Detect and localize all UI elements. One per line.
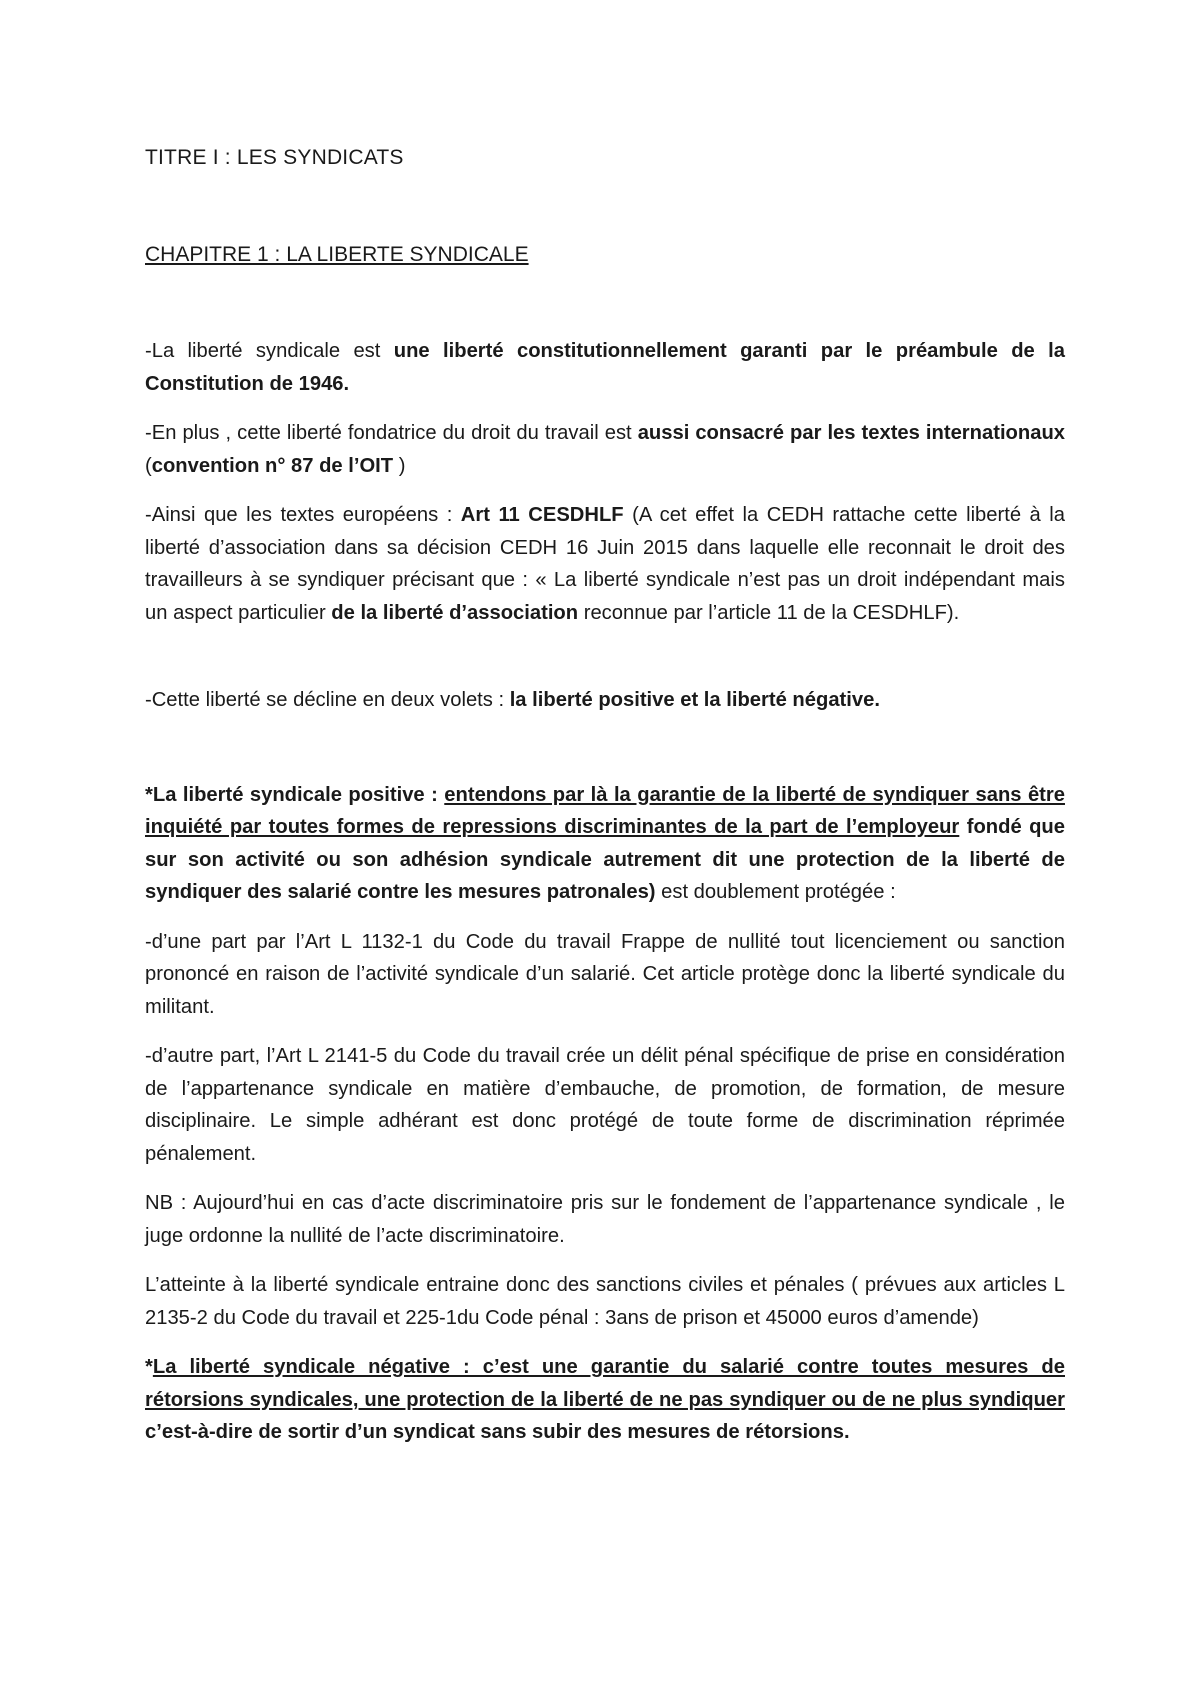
text-run: ( (145, 454, 152, 477)
bold-run: convention n° 87 de l’OIT (151, 454, 394, 477)
underlined-run: entendons par là la garantie de la liberté de syndiquer sans être inquiété par toutes formes de repressions discriminantes de la part de l’employeur (145, 783, 1065, 838)
paragraph-l2141-5: -d’autre part, l’Art L 2141-5 du Code du travail crée un délit pénal spécifique de prise en considération de l’appartenance syndicale en matière d’embauche, de promotion, de formation, de mesure disciplinaire. Le simple adhérant est donc protégé de toute forme de discrimination réprimée pénalement. (145, 1045, 1065, 1165)
document-body (145, 335, 1065, 1466)
paragraph-international (145, 417, 1065, 482)
bold-run: une liberté constitutionnellement garanti par le préambule de la Constitution de 1946. (145, 340, 1065, 395)
underlined-run: La liberté syndicale négative : c’est une garantie du salarié contre toutes mesures de rétorsions syndicales, une protection de la liberté de ne pas syndiquer ou de ne plus syndiquer (145, 1356, 1065, 1411)
bold-run: *La liberté syndicale positive : (145, 783, 445, 806)
bold-run: * (145, 1356, 153, 1378)
paragraph-negative-freedom (145, 1351, 1065, 1449)
paragraph-l1132-1: -d’une part par l’Art L 1132-1 du Code du travail Frappe de nullité tout licenciement ou sanction prononcé en raison de l’activité syndicale d’un salarié. Cet article protège donc la liberté syndicale du militant. (145, 930, 1065, 1018)
text-run: (A cet effet la CEDH rattache cette liberté à la liberté d’association dans sa décision CEDH 16 Juin 2015 dans laquelle elle reconnait le droit des travailleurs à se syndiquer précisant que : « La liberté syndicale n’est pas un droit indépendant mais un aspect particulier (145, 504, 1065, 624)
text-run: est doublement protégée : (655, 881, 896, 903)
paragraph-constitution (145, 335, 1065, 400)
bold-run: fondé que sur son activité ou son adhésion syndicale autrement dit une protection de la liberté de syndiquer des salarié contre les mesures patronales) (145, 816, 1065, 903)
chapter-heading: CHAPITRE 1 : LA LIBERTE SYNDICALE (145, 243, 529, 266)
text-run: ) (393, 454, 406, 477)
text-run: reconnue par l’article 11 de la CESDHLF). (578, 601, 960, 624)
bold-run: c’est-à-dire de sortir d’un syndicat sans subir des mesures de rétorsions. (145, 1421, 850, 1443)
text-run: -Cette liberté se décline en deux volets : (145, 689, 510, 711)
paragraph-two-aspects (145, 684, 1065, 717)
bold-run: la liberté positive et la liberté négative. (509, 689, 880, 711)
paragraph-sanctions: L’atteinte à la liberté syndicale entraine donc des sanctions civiles et pénales ( prévues aux articles L 2135-2 du Code du travail et 225-1du Code pénal : 3ans de prison et 45000 euros d’amende) (145, 1274, 1065, 1329)
bold-run: Art 11 CESDHLF (460, 504, 624, 526)
text-run: -Ainsi que les textes européens : (145, 504, 461, 526)
text-run: -La liberté syndicale est (145, 340, 394, 362)
paragraph-nb: NB : Aujourd’hui en cas d’acte discriminatoire pris sur le fondement de l’appartenance syndicale , le juge ordonne la nullité de l’acte discriminatoire. (145, 1192, 1065, 1247)
bold-run: de la liberté d’association (331, 601, 579, 624)
paragraph-positive-freedom (145, 779, 1065, 909)
document-title: TITRE I : LES SYNDICATS (145, 146, 404, 169)
bold-run: aussi consacré par les textes internationaux (637, 422, 1065, 444)
text-run: -En plus , cette liberté fondatrice du droit du travail est (145, 422, 638, 444)
paragraph-european (145, 499, 1065, 629)
